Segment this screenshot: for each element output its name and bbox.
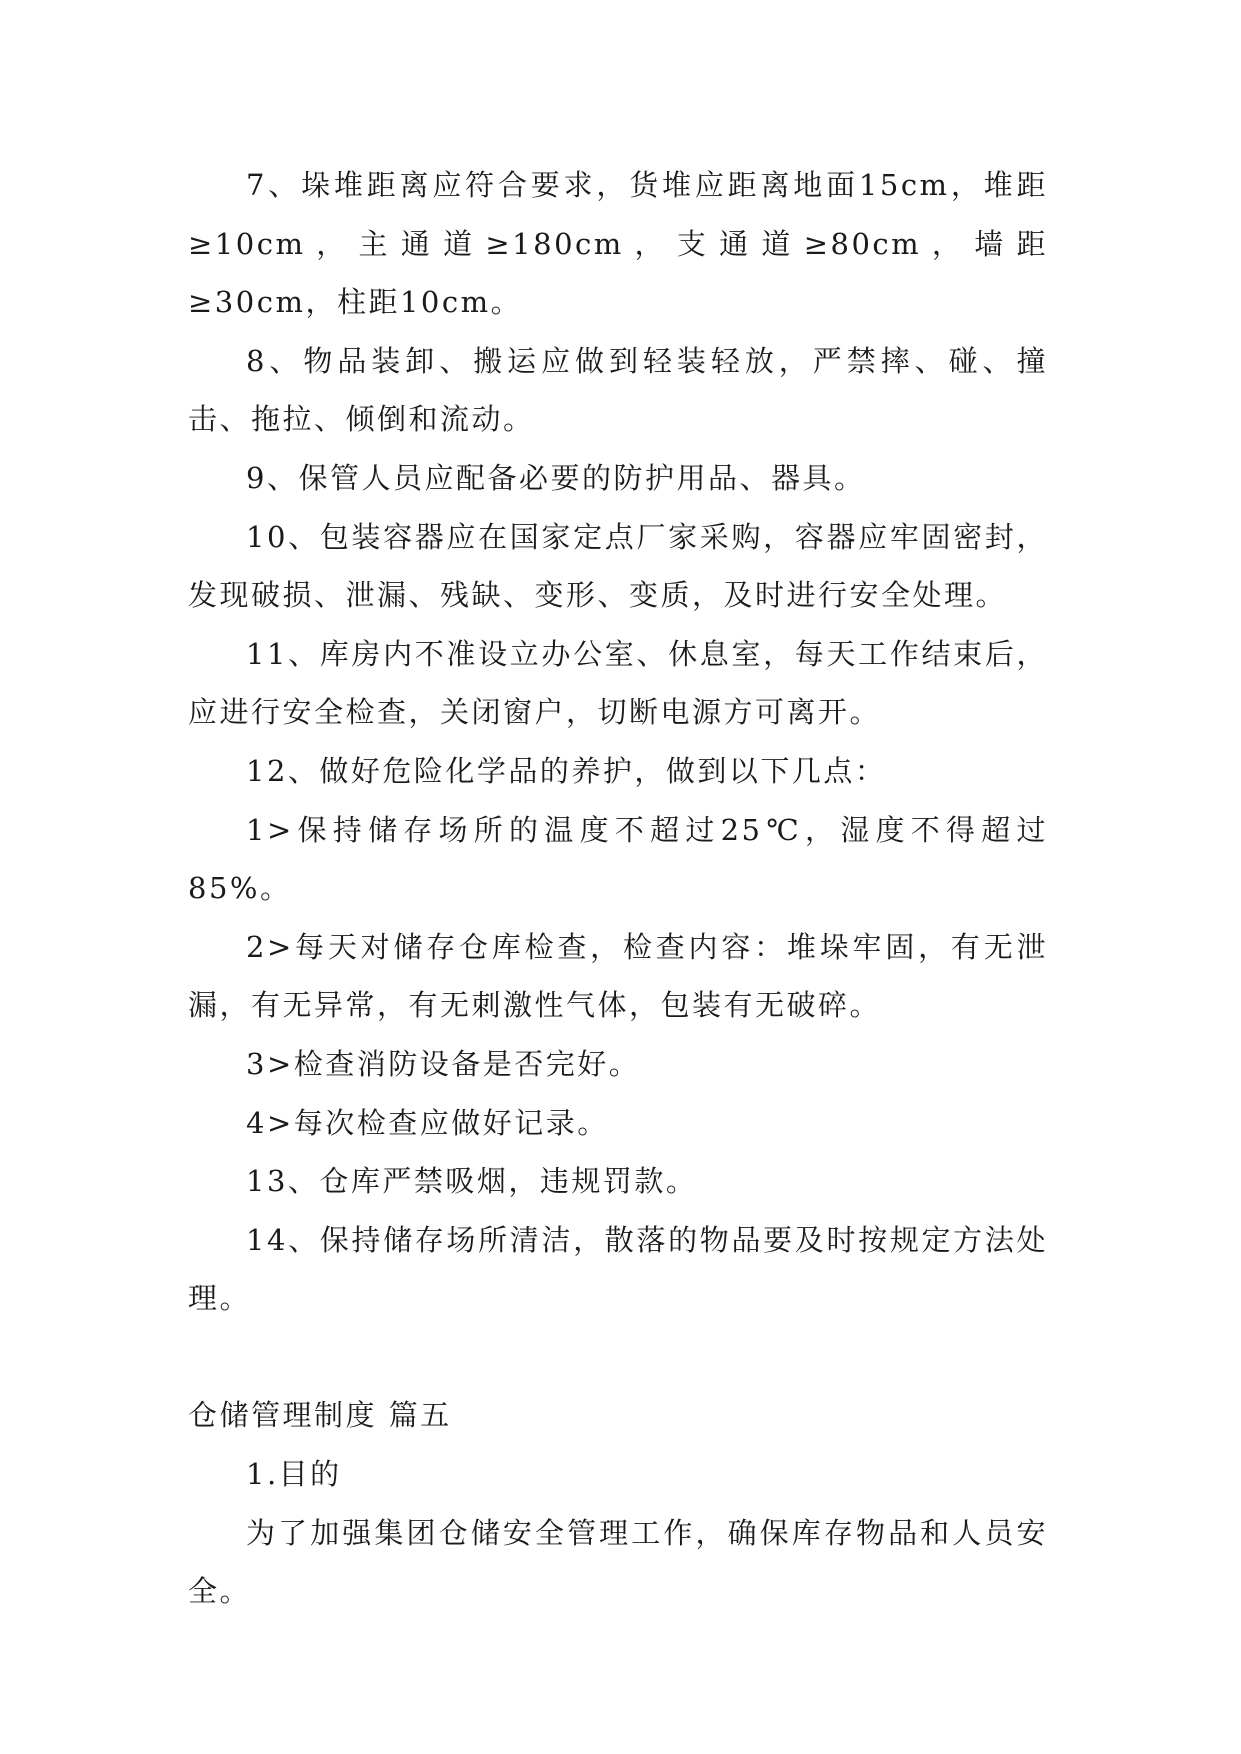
- paragraph-item-7: 7、垛堆距离应符合要求，货堆应距离地面15cm，堆距≥10cm，主通道≥180cm，支通道≥80cm，墙距≥30cm，柱距10cm。: [188, 168, 1048, 320]
- section-subheading-purpose: 1.目的: [246, 1457, 342, 1492]
- section-heading: 仓储管理制度 篇五: [188, 1398, 452, 1433]
- paragraph-item-8: 8、物品装卸、搬运应做到轻装轻放，严禁摔、碰、撞击、拖拉、倾倒和流动。: [188, 343, 1048, 437]
- paragraph-item-9: 9、保管人员应配备必要的防护用品、器具。: [246, 460, 866, 495]
- paragraph-item-12: 12、做好危险化学品的养护，做到以下几点：: [246, 753, 887, 788]
- paragraph-item-13: 13、仓库严禁吸烟，违规罚款。: [246, 1164, 698, 1199]
- section-paragraph-purpose: 为了加强集团仓储安全管理工作，确保库存物品和人员安全。: [188, 1515, 1048, 1609]
- paragraph-subitem-2: 2>每天对储存仓库检查，检查内容：堆垛牢固，有无泄漏，有无异常，有无刺激性气体，包装有无破碎。: [188, 929, 1048, 1023]
- document-body: [188, 156, 1048, 1621]
- paragraph-subitem-1: 1>保持储存场所的温度不超过25℃，湿度不得超过85%。: [188, 812, 1048, 906]
- paragraph-subitem-3: 3>检查消防设备是否完好。: [246, 1046, 641, 1081]
- paragraph-item-10: 10、包装容器应在国家定点厂家采购，容器应牢固密封，发现破损、泄漏、残缺、变形、变质，及时进行安全处理。: [188, 519, 1048, 613]
- paragraph-item-14: 14、保持储存场所清洁，散落的物品要及时按规定方法处理。: [188, 1222, 1048, 1316]
- paragraph-item-11: 11、库房内不准设立办公室、休息室，每天工作结束后，应进行安全检查，关闭窗户，切断电源方可离开。: [188, 636, 1048, 730]
- paragraph-subitem-4: 4>每次检查应做好记录。: [246, 1105, 609, 1140]
